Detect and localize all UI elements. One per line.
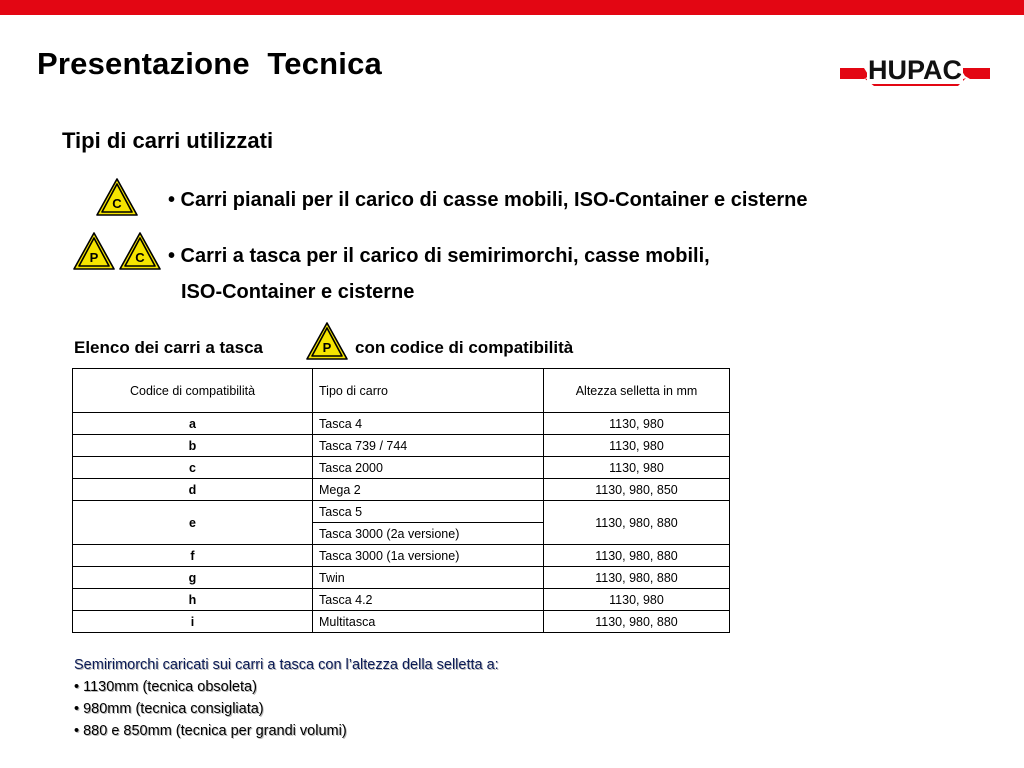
code-cell: a bbox=[73, 413, 313, 435]
column-header-code: Codice di compatibilità bbox=[73, 369, 313, 413]
bullet-pocket-wagons: • Carri a tasca per il carico di semirimorchi, casse mobili, bbox=[168, 245, 710, 267]
saddle-height-cell: 1130, 980, 850 bbox=[544, 479, 730, 501]
wagon-type-cell: Tasca 4.2 bbox=[313, 589, 544, 611]
wagon-type-cell: Tasca 2000 bbox=[313, 457, 544, 479]
saddle-height-cell: 1130, 980 bbox=[544, 413, 730, 435]
code-cell: g bbox=[73, 567, 313, 589]
wagon-type-cell: Tasca 5 bbox=[313, 501, 544, 523]
wagon-type-cell: Mega 2 bbox=[313, 479, 544, 501]
saddle-height-notes bbox=[74, 654, 499, 742]
svg-text:P: P bbox=[322, 340, 332, 355]
wagon-type-cell: Tasca 3000 (1a versione) bbox=[313, 545, 544, 567]
compatibility-table bbox=[72, 368, 730, 633]
notes-heading: Semirimorchi caricati sui carri a tasca con l’altezza della selletta a: bbox=[74, 657, 499, 673]
code-cell: i bbox=[73, 611, 313, 633]
compatibility-sign-p-icon bbox=[305, 321, 349, 361]
top-accent-bar bbox=[0, 0, 1024, 15]
list-heading-left: Elenco dei carri a tasca bbox=[74, 338, 263, 357]
code-cell: h bbox=[73, 589, 313, 611]
wagon-type-cell: Twin bbox=[313, 567, 544, 589]
column-header-saddle-height: Altezza selletta in mm bbox=[544, 369, 730, 413]
table-row bbox=[73, 435, 730, 457]
bullet-flat-wagons: • Carri pianali per il carico di casse mobili, ISO-Container e cisterne bbox=[168, 189, 808, 211]
page-title: Presentazione Tecnica bbox=[37, 46, 382, 81]
compatibility-sign-c-icon bbox=[95, 177, 139, 217]
code-cell: e bbox=[73, 501, 313, 545]
saddle-height-cell: 1130, 980, 880 bbox=[544, 545, 730, 567]
saddle-height-cell: 1130, 980 bbox=[544, 457, 730, 479]
saddle-height-cell: 1130, 980 bbox=[544, 589, 730, 611]
saddle-height-cell: 1130, 980, 880 bbox=[544, 611, 730, 633]
notes-item: • 980mm (tecnica consigliata) bbox=[74, 701, 264, 717]
code-cell: d bbox=[73, 479, 313, 501]
saddle-height-cell: 1130, 980, 880 bbox=[544, 501, 730, 545]
bullet-pocket-wagons-continued: ISO-Container e cisterne bbox=[181, 281, 415, 303]
table-row bbox=[73, 611, 730, 633]
wagon-type-cell: Tasca 3000 (2a versione) bbox=[313, 523, 544, 545]
wagon-type-cell: Tasca 739 / 744 bbox=[313, 435, 544, 457]
compatibility-sign-c-icon bbox=[118, 231, 162, 271]
table-row bbox=[73, 479, 730, 501]
section-subtitle: Tipi di carri utilizzati bbox=[62, 128, 274, 153]
table-row bbox=[73, 589, 730, 611]
code-cell: f bbox=[73, 545, 313, 567]
table-row bbox=[73, 545, 730, 567]
wagon-type-cell: Multitasca bbox=[313, 611, 544, 633]
table-header-row bbox=[73, 369, 730, 413]
list-heading-right: con codice di compatibilità bbox=[355, 338, 574, 357]
svg-text:C: C bbox=[112, 196, 122, 211]
svg-text:C: C bbox=[135, 250, 145, 265]
compatibility-sign-p-icon bbox=[72, 231, 116, 271]
notes-item: • 1130mm (tecnica obsoleta) bbox=[74, 679, 257, 695]
svg-text:P: P bbox=[89, 250, 99, 265]
code-cell: c bbox=[73, 457, 313, 479]
column-header-wagon-type: Tipo di carro bbox=[313, 369, 544, 413]
table-row bbox=[73, 457, 730, 479]
table-row bbox=[73, 567, 730, 589]
table-row bbox=[73, 413, 730, 435]
notes-item: • 880 e 850mm (tecnica per grandi volumi) bbox=[74, 723, 347, 739]
wagon-type-cell: Tasca 4 bbox=[313, 413, 544, 435]
svg-text:HUPAC: HUPAC bbox=[868, 55, 962, 85]
code-cell: b bbox=[73, 435, 313, 457]
saddle-height-cell: 1130, 980 bbox=[544, 435, 730, 457]
hupac-logo bbox=[840, 48, 990, 93]
table-row bbox=[73, 501, 730, 523]
saddle-height-cell: 1130, 980, 880 bbox=[544, 567, 730, 589]
